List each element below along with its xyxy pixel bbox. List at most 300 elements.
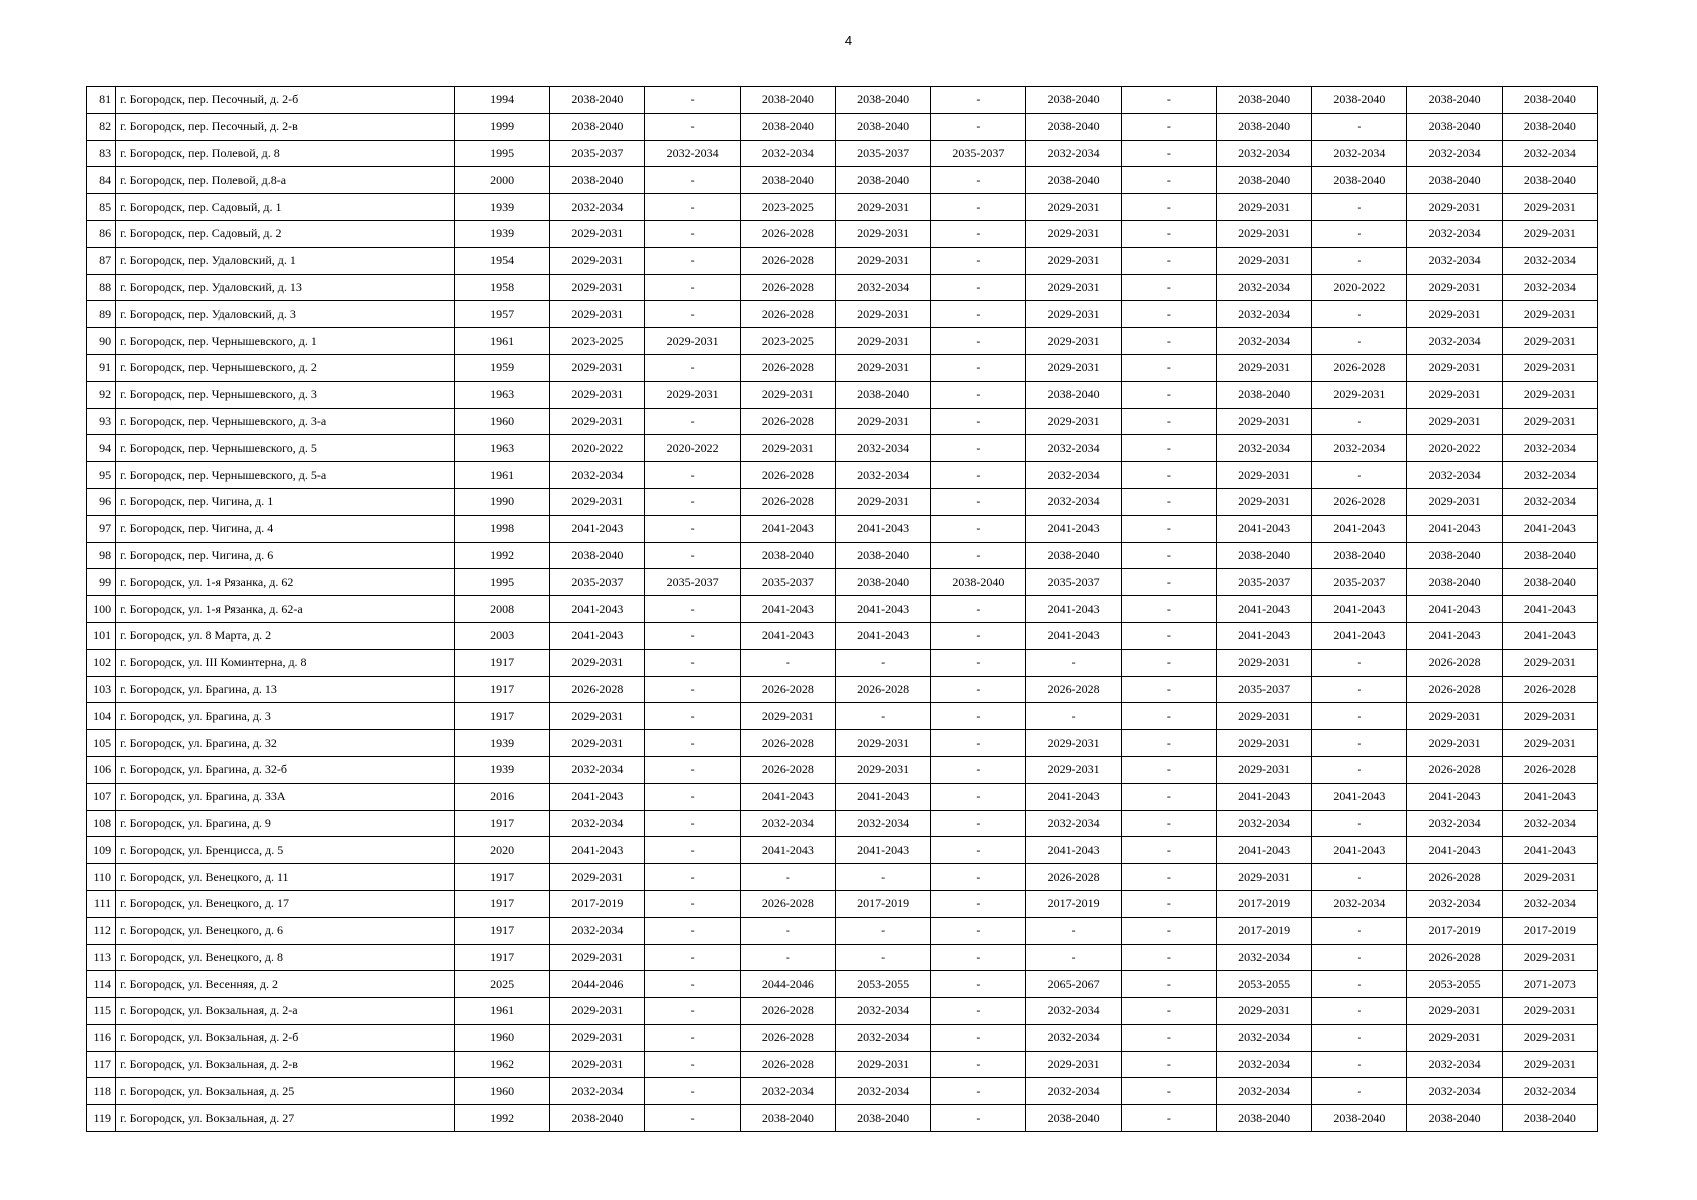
row-number-cell: 86 <box>87 220 116 247</box>
period-cell-10: 2029-2031 <box>1407 703 1502 730</box>
period-cell-5: - <box>931 462 1026 489</box>
period-cell-2: 2032-2034 <box>645 140 740 167</box>
address-cell: г. Богородск, пер. Удаловский, д. 3 <box>116 301 455 328</box>
period-cell-2: 2035-2037 <box>645 569 740 596</box>
period-cell-2: - <box>645 113 740 140</box>
address-cell: г. Богородск, ул. III Коминтерна, д. 8 <box>116 649 455 676</box>
period-cell-4: 2038-2040 <box>835 569 930 596</box>
period-cell-8: 2029-2031 <box>1216 730 1311 757</box>
row-number-cell: 99 <box>87 569 116 596</box>
period-cell-11: 2029-2031 <box>1502 1024 1597 1051</box>
period-cell-2: - <box>645 515 740 542</box>
period-cell-10: 2038-2040 <box>1407 167 1502 194</box>
year-cell: 1917 <box>454 676 549 703</box>
period-cell-3: - <box>740 944 835 971</box>
period-cell-6: 2029-2031 <box>1026 354 1121 381</box>
year-cell: 1957 <box>454 301 549 328</box>
period-cell-8: 2032-2034 <box>1216 1051 1311 1078</box>
period-cell-10: 2032-2034 <box>1407 462 1502 489</box>
period-cell-7: - <box>1121 435 1216 462</box>
period-cell-8: 2041-2043 <box>1216 783 1311 810</box>
period-cell-7: - <box>1121 622 1216 649</box>
period-cell-3: 2029-2031 <box>740 435 835 462</box>
row-number-cell: 89 <box>87 301 116 328</box>
table-row <box>87 435 1598 462</box>
period-cell-10: 2032-2034 <box>1407 220 1502 247</box>
address-cell: г. Богородск, ул. 1-я Рязанка, д. 62-а <box>116 596 455 623</box>
period-cell-11: 2032-2034 <box>1502 810 1597 837</box>
year-cell: 1999 <box>454 113 549 140</box>
table-row <box>87 113 1598 140</box>
table-row <box>87 756 1598 783</box>
period-cell-4: 2032-2034 <box>835 462 930 489</box>
period-cell-2: - <box>645 756 740 783</box>
year-cell: 2020 <box>454 837 549 864</box>
year-cell: 1939 <box>454 194 549 221</box>
period-cell-5: - <box>931 890 1026 917</box>
period-cell-4: 2041-2043 <box>835 837 930 864</box>
period-cell-1: 2032-2034 <box>550 462 645 489</box>
period-cell-10: 2017-2019 <box>1407 917 1502 944</box>
period-cell-4: 2053-2055 <box>835 971 930 998</box>
period-cell-9: 2038-2040 <box>1312 542 1407 569</box>
period-cell-10: 2041-2043 <box>1407 596 1502 623</box>
period-cell-9: - <box>1312 864 1407 891</box>
period-cell-8: 2038-2040 <box>1216 1105 1311 1132</box>
period-cell-3: 2026-2028 <box>740 301 835 328</box>
year-cell: 1954 <box>454 247 549 274</box>
row-number-cell: 101 <box>87 622 116 649</box>
period-cell-7: - <box>1121 542 1216 569</box>
period-cell-9: 2041-2043 <box>1312 783 1407 810</box>
period-cell-1: 2029-2031 <box>550 301 645 328</box>
period-cell-6: 2032-2034 <box>1026 998 1121 1025</box>
period-cell-3: 2041-2043 <box>740 515 835 542</box>
period-cell-7: - <box>1121 837 1216 864</box>
year-cell: 1917 <box>454 864 549 891</box>
year-cell: 1917 <box>454 917 549 944</box>
period-cell-2: - <box>645 998 740 1025</box>
period-cell-1: 2020-2022 <box>550 435 645 462</box>
period-cell-8: 2017-2019 <box>1216 890 1311 917</box>
period-cell-6: 2029-2031 <box>1026 730 1121 757</box>
address-cell: г. Богородск, ул. Вокзальная, д. 25 <box>116 1078 455 1105</box>
row-number-cell: 97 <box>87 515 116 542</box>
year-cell: 1995 <box>454 140 549 167</box>
period-cell-8: 2029-2031 <box>1216 408 1311 435</box>
period-cell-2: - <box>645 1105 740 1132</box>
period-cell-5: - <box>931 837 1026 864</box>
period-cell-4: 2029-2031 <box>835 730 930 757</box>
period-cell-5: - <box>931 649 1026 676</box>
period-cell-11: 2032-2034 <box>1502 274 1597 301</box>
period-cell-4: - <box>835 917 930 944</box>
period-cell-7: - <box>1121 864 1216 891</box>
address-cell: г. Богородск, пер. Чигина, д. 6 <box>116 542 455 569</box>
table-row <box>87 810 1598 837</box>
address-cell: г. Богородск, пер. Чернышевского, д. 3-а <box>116 408 455 435</box>
period-cell-5: - <box>931 435 1026 462</box>
table-row <box>87 1051 1598 1078</box>
period-cell-1: 2038-2040 <box>550 167 645 194</box>
period-cell-4: - <box>835 703 930 730</box>
period-cell-10: 2038-2040 <box>1407 113 1502 140</box>
row-number-cell: 109 <box>87 837 116 864</box>
period-cell-1: 2029-2031 <box>550 274 645 301</box>
period-cell-7: - <box>1121 408 1216 435</box>
period-cell-1: 2029-2031 <box>550 649 645 676</box>
period-cell-4: 2029-2031 <box>835 756 930 783</box>
table-row <box>87 1024 1598 1051</box>
address-cell: г. Богородск, пер. Чернышевского, д. 3 <box>116 381 455 408</box>
period-cell-1: 2029-2031 <box>550 703 645 730</box>
period-cell-11: 2032-2034 <box>1502 435 1597 462</box>
year-cell: 1995 <box>454 569 549 596</box>
period-cell-6: 2029-2031 <box>1026 301 1121 328</box>
period-cell-4: 2032-2034 <box>835 274 930 301</box>
period-cell-4: 2041-2043 <box>835 622 930 649</box>
row-number-cell: 81 <box>87 87 116 114</box>
period-cell-3: 2032-2034 <box>740 810 835 837</box>
period-cell-10: 2041-2043 <box>1407 783 1502 810</box>
table-row <box>87 917 1598 944</box>
period-cell-9: - <box>1312 194 1407 221</box>
period-cell-9: - <box>1312 1078 1407 1105</box>
table-row <box>87 676 1598 703</box>
period-cell-7: - <box>1121 515 1216 542</box>
row-number-cell: 113 <box>87 944 116 971</box>
period-cell-1: 2032-2034 <box>550 194 645 221</box>
period-cell-11: 2038-2040 <box>1502 87 1597 114</box>
period-cell-2: - <box>645 274 740 301</box>
address-cell: г. Богородск, ул. Брагина, д. 9 <box>116 810 455 837</box>
period-cell-9: - <box>1312 756 1407 783</box>
period-cell-5: 2035-2037 <box>931 140 1026 167</box>
period-cell-9: - <box>1312 703 1407 730</box>
period-cell-3: 2026-2028 <box>740 676 835 703</box>
period-cell-6: 2038-2040 <box>1026 113 1121 140</box>
table-row <box>87 301 1598 328</box>
row-number-cell: 92 <box>87 381 116 408</box>
period-cell-6: 2029-2031 <box>1026 274 1121 301</box>
period-cell-7: - <box>1121 810 1216 837</box>
period-cell-2: - <box>645 944 740 971</box>
year-cell: 1960 <box>454 408 549 435</box>
period-cell-5: - <box>931 810 1026 837</box>
period-cell-10: 2029-2031 <box>1407 730 1502 757</box>
year-cell: 1917 <box>454 890 549 917</box>
period-cell-11: 2041-2043 <box>1502 622 1597 649</box>
address-cell: г. Богородск, пер. Чернышевского, д. 5 <box>116 435 455 462</box>
period-cell-6: 2038-2040 <box>1026 1105 1121 1132</box>
period-cell-9: - <box>1312 676 1407 703</box>
period-cell-3: 2038-2040 <box>740 87 835 114</box>
period-cell-4: 2032-2034 <box>835 1078 930 1105</box>
period-cell-7: - <box>1121 971 1216 998</box>
period-cell-5: - <box>931 864 1026 891</box>
period-cell-2: - <box>645 408 740 435</box>
row-number-cell: 111 <box>87 890 116 917</box>
period-cell-6: - <box>1026 917 1121 944</box>
period-cell-1: 2026-2028 <box>550 676 645 703</box>
period-cell-9: - <box>1312 1024 1407 1051</box>
period-cell-9: 2032-2034 <box>1312 140 1407 167</box>
period-cell-1: 2029-2031 <box>550 998 645 1025</box>
period-cell-4: 2029-2031 <box>835 408 930 435</box>
period-cell-9: 2020-2022 <box>1312 274 1407 301</box>
period-cell-6: 2029-2031 <box>1026 756 1121 783</box>
period-cell-3: - <box>740 917 835 944</box>
period-cell-8: 2035-2037 <box>1216 676 1311 703</box>
period-cell-3: - <box>740 649 835 676</box>
year-cell: 2000 <box>454 167 549 194</box>
period-cell-1: 2029-2031 <box>550 381 645 408</box>
period-cell-8: 2041-2043 <box>1216 837 1311 864</box>
period-cell-9: - <box>1312 328 1407 355</box>
period-cell-10: 2029-2031 <box>1407 381 1502 408</box>
period-cell-8: 2032-2034 <box>1216 140 1311 167</box>
period-cell-2: - <box>645 837 740 864</box>
table-row <box>87 649 1598 676</box>
address-cell: г. Богородск, пер. Чернышевского, д. 5-а <box>116 462 455 489</box>
period-cell-4: 2026-2028 <box>835 676 930 703</box>
period-cell-9: 2041-2043 <box>1312 837 1407 864</box>
period-cell-9: - <box>1312 810 1407 837</box>
year-cell: 1939 <box>454 220 549 247</box>
row-number-cell: 103 <box>87 676 116 703</box>
table-row <box>87 381 1598 408</box>
period-cell-6: 2065-2067 <box>1026 971 1121 998</box>
year-cell: 1992 <box>454 1105 549 1132</box>
table-row <box>87 274 1598 301</box>
period-cell-9: 2038-2040 <box>1312 167 1407 194</box>
period-cell-11: 2029-2031 <box>1502 730 1597 757</box>
period-cell-7: - <box>1121 167 1216 194</box>
period-cell-10: 2029-2031 <box>1407 408 1502 435</box>
period-cell-7: - <box>1121 998 1216 1025</box>
period-cell-8: 2038-2040 <box>1216 113 1311 140</box>
row-number-cell: 107 <box>87 783 116 810</box>
row-number-cell: 85 <box>87 194 116 221</box>
period-cell-3: 2041-2043 <box>740 622 835 649</box>
table-row <box>87 864 1598 891</box>
period-cell-1: 2038-2040 <box>550 1105 645 1132</box>
period-cell-7: - <box>1121 220 1216 247</box>
table-row <box>87 167 1598 194</box>
period-cell-11: 2041-2043 <box>1502 837 1597 864</box>
period-cell-11: 2032-2034 <box>1502 462 1597 489</box>
period-cell-6: 2032-2034 <box>1026 1024 1121 1051</box>
address-cell: г. Богородск, ул. Вокзальная, д. 27 <box>116 1105 455 1132</box>
year-cell: 1917 <box>454 810 549 837</box>
year-cell: 1961 <box>454 998 549 1025</box>
period-cell-2: - <box>645 810 740 837</box>
period-cell-3: 2026-2028 <box>740 247 835 274</box>
period-cell-10: 2032-2034 <box>1407 247 1502 274</box>
period-cell-2: 2020-2022 <box>645 435 740 462</box>
period-cell-9: 2038-2040 <box>1312 1105 1407 1132</box>
period-cell-7: - <box>1121 1051 1216 1078</box>
period-cell-8: 2041-2043 <box>1216 596 1311 623</box>
row-number-cell: 108 <box>87 810 116 837</box>
period-cell-8: 2029-2031 <box>1216 354 1311 381</box>
period-cell-8: 2041-2043 <box>1216 515 1311 542</box>
period-cell-9: - <box>1312 998 1407 1025</box>
table-row <box>87 515 1598 542</box>
period-cell-5: - <box>931 1105 1026 1132</box>
period-cell-6: 2032-2034 <box>1026 1078 1121 1105</box>
period-cell-6: - <box>1026 703 1121 730</box>
year-cell: 1960 <box>454 1024 549 1051</box>
address-cell: г. Богородск, пер. Песочный, д. 2-в <box>116 113 455 140</box>
period-cell-1: 2029-2031 <box>550 408 645 435</box>
period-cell-9: - <box>1312 649 1407 676</box>
period-cell-1: 2044-2046 <box>550 971 645 998</box>
period-cell-3: 2023-2025 <box>740 328 835 355</box>
year-cell: 2025 <box>454 971 549 998</box>
period-cell-4: 2041-2043 <box>835 596 930 623</box>
period-cell-11: 2029-2031 <box>1502 381 1597 408</box>
period-cell-1: 2029-2031 <box>550 944 645 971</box>
period-cell-6: 2032-2034 <box>1026 140 1121 167</box>
period-cell-7: - <box>1121 703 1216 730</box>
period-cell-1: 2041-2043 <box>550 837 645 864</box>
period-cell-9: - <box>1312 730 1407 757</box>
row-number-cell: 106 <box>87 756 116 783</box>
period-cell-5: - <box>931 113 1026 140</box>
row-number-cell: 82 <box>87 113 116 140</box>
period-cell-6: 2029-2031 <box>1026 328 1121 355</box>
period-cell-6: 2038-2040 <box>1026 87 1121 114</box>
period-cell-11: 2032-2034 <box>1502 1078 1597 1105</box>
period-cell-11: 2029-2031 <box>1502 354 1597 381</box>
year-cell: 2008 <box>454 596 549 623</box>
period-cell-8: 2029-2031 <box>1216 220 1311 247</box>
period-cell-3: 2023-2025 <box>740 194 835 221</box>
period-cell-8: 2029-2031 <box>1216 462 1311 489</box>
year-cell: 1960 <box>454 1078 549 1105</box>
period-cell-1: 2029-2031 <box>550 488 645 515</box>
period-cell-2: - <box>645 971 740 998</box>
row-number-cell: 84 <box>87 167 116 194</box>
address-cell: г. Богородск, пер. Песочный, д. 2-б <box>116 87 455 114</box>
year-cell: 1959 <box>454 354 549 381</box>
period-cell-11: 2029-2031 <box>1502 864 1597 891</box>
table-body <box>87 87 1598 1132</box>
period-cell-7: - <box>1121 113 1216 140</box>
address-cell: г. Богородск, ул. Брагина, д. 33А <box>116 783 455 810</box>
period-cell-10: 2026-2028 <box>1407 944 1502 971</box>
period-cell-1: 2038-2040 <box>550 87 645 114</box>
period-cell-4: 2032-2034 <box>835 435 930 462</box>
period-cell-3: 2038-2040 <box>740 113 835 140</box>
period-cell-6: 2026-2028 <box>1026 864 1121 891</box>
page-number: 4 <box>844 33 853 48</box>
period-cell-11: 2032-2034 <box>1502 890 1597 917</box>
period-cell-4: 2038-2040 <box>835 1105 930 1132</box>
address-cell: г. Богородск, пер. Удаловский, д. 1 <box>116 247 455 274</box>
period-cell-4: - <box>835 944 930 971</box>
period-cell-3: 2026-2028 <box>740 1024 835 1051</box>
period-cell-4: 2017-2019 <box>835 890 930 917</box>
period-cell-11: 2038-2040 <box>1502 167 1597 194</box>
table-row <box>87 783 1598 810</box>
table-row <box>87 247 1598 274</box>
year-cell: 1963 <box>454 435 549 462</box>
table-row <box>87 890 1598 917</box>
period-cell-1: 2041-2043 <box>550 515 645 542</box>
period-cell-6: 2032-2034 <box>1026 810 1121 837</box>
period-cell-6: 2038-2040 <box>1026 542 1121 569</box>
address-cell: г. Богородск, пер. Чигина, д. 4 <box>116 515 455 542</box>
period-cell-10: 2029-2031 <box>1407 1024 1502 1051</box>
period-cell-5: - <box>931 756 1026 783</box>
period-cell-11: 2071-2073 <box>1502 971 1597 998</box>
period-cell-4: 2038-2040 <box>835 113 930 140</box>
period-cell-9: 2032-2034 <box>1312 435 1407 462</box>
period-cell-1: 2041-2043 <box>550 622 645 649</box>
address-cell: г. Богородск, ул. Вокзальная, д. 2-а <box>116 998 455 1025</box>
period-cell-7: - <box>1121 1024 1216 1051</box>
year-cell: 1939 <box>454 756 549 783</box>
period-cell-10: 2041-2043 <box>1407 837 1502 864</box>
row-number-cell: 104 <box>87 703 116 730</box>
period-cell-1: 2017-2019 <box>550 890 645 917</box>
period-cell-3: 2026-2028 <box>740 220 835 247</box>
table-row <box>87 462 1598 489</box>
period-cell-9: 2029-2031 <box>1312 381 1407 408</box>
period-cell-9: 2026-2028 <box>1312 488 1407 515</box>
year-cell: 1963 <box>454 381 549 408</box>
period-cell-9: 2026-2028 <box>1312 354 1407 381</box>
table-row <box>87 220 1598 247</box>
period-cell-9: - <box>1312 1051 1407 1078</box>
period-cell-5: - <box>931 676 1026 703</box>
period-cell-8: 2029-2031 <box>1216 703 1311 730</box>
period-cell-9: - <box>1312 220 1407 247</box>
period-cell-5: - <box>931 1024 1026 1051</box>
period-cell-2: - <box>645 301 740 328</box>
row-number-cell: 98 <box>87 542 116 569</box>
table-row <box>87 408 1598 435</box>
row-number-cell: 110 <box>87 864 116 891</box>
address-cell: г. Богородск, ул. Брагина, д. 3 <box>116 703 455 730</box>
row-number-cell: 102 <box>87 649 116 676</box>
period-cell-1: 2041-2043 <box>550 783 645 810</box>
period-cell-10: 2038-2040 <box>1407 569 1502 596</box>
period-cell-2: - <box>645 462 740 489</box>
period-cell-10: 2026-2028 <box>1407 676 1502 703</box>
period-cell-4: 2032-2034 <box>835 810 930 837</box>
period-cell-11: 2041-2043 <box>1502 596 1597 623</box>
period-cell-2: - <box>645 87 740 114</box>
period-cell-7: - <box>1121 1078 1216 1105</box>
period-cell-5: - <box>931 515 1026 542</box>
period-cell-2: - <box>645 1078 740 1105</box>
period-cell-9: - <box>1312 944 1407 971</box>
period-cell-11: 2041-2043 <box>1502 783 1597 810</box>
period-cell-1: 2029-2031 <box>550 864 645 891</box>
period-cell-10: 2041-2043 <box>1407 622 1502 649</box>
period-cell-9: 2035-2037 <box>1312 569 1407 596</box>
period-cell-3: 2026-2028 <box>740 462 835 489</box>
row-number-cell: 83 <box>87 140 116 167</box>
period-cell-5: - <box>931 247 1026 274</box>
period-cell-4: 2035-2037 <box>835 140 930 167</box>
period-cell-5: - <box>931 596 1026 623</box>
address-cell: г. Богородск, пер. Полевой, д. 8 <box>116 140 455 167</box>
period-cell-6: 2026-2028 <box>1026 676 1121 703</box>
